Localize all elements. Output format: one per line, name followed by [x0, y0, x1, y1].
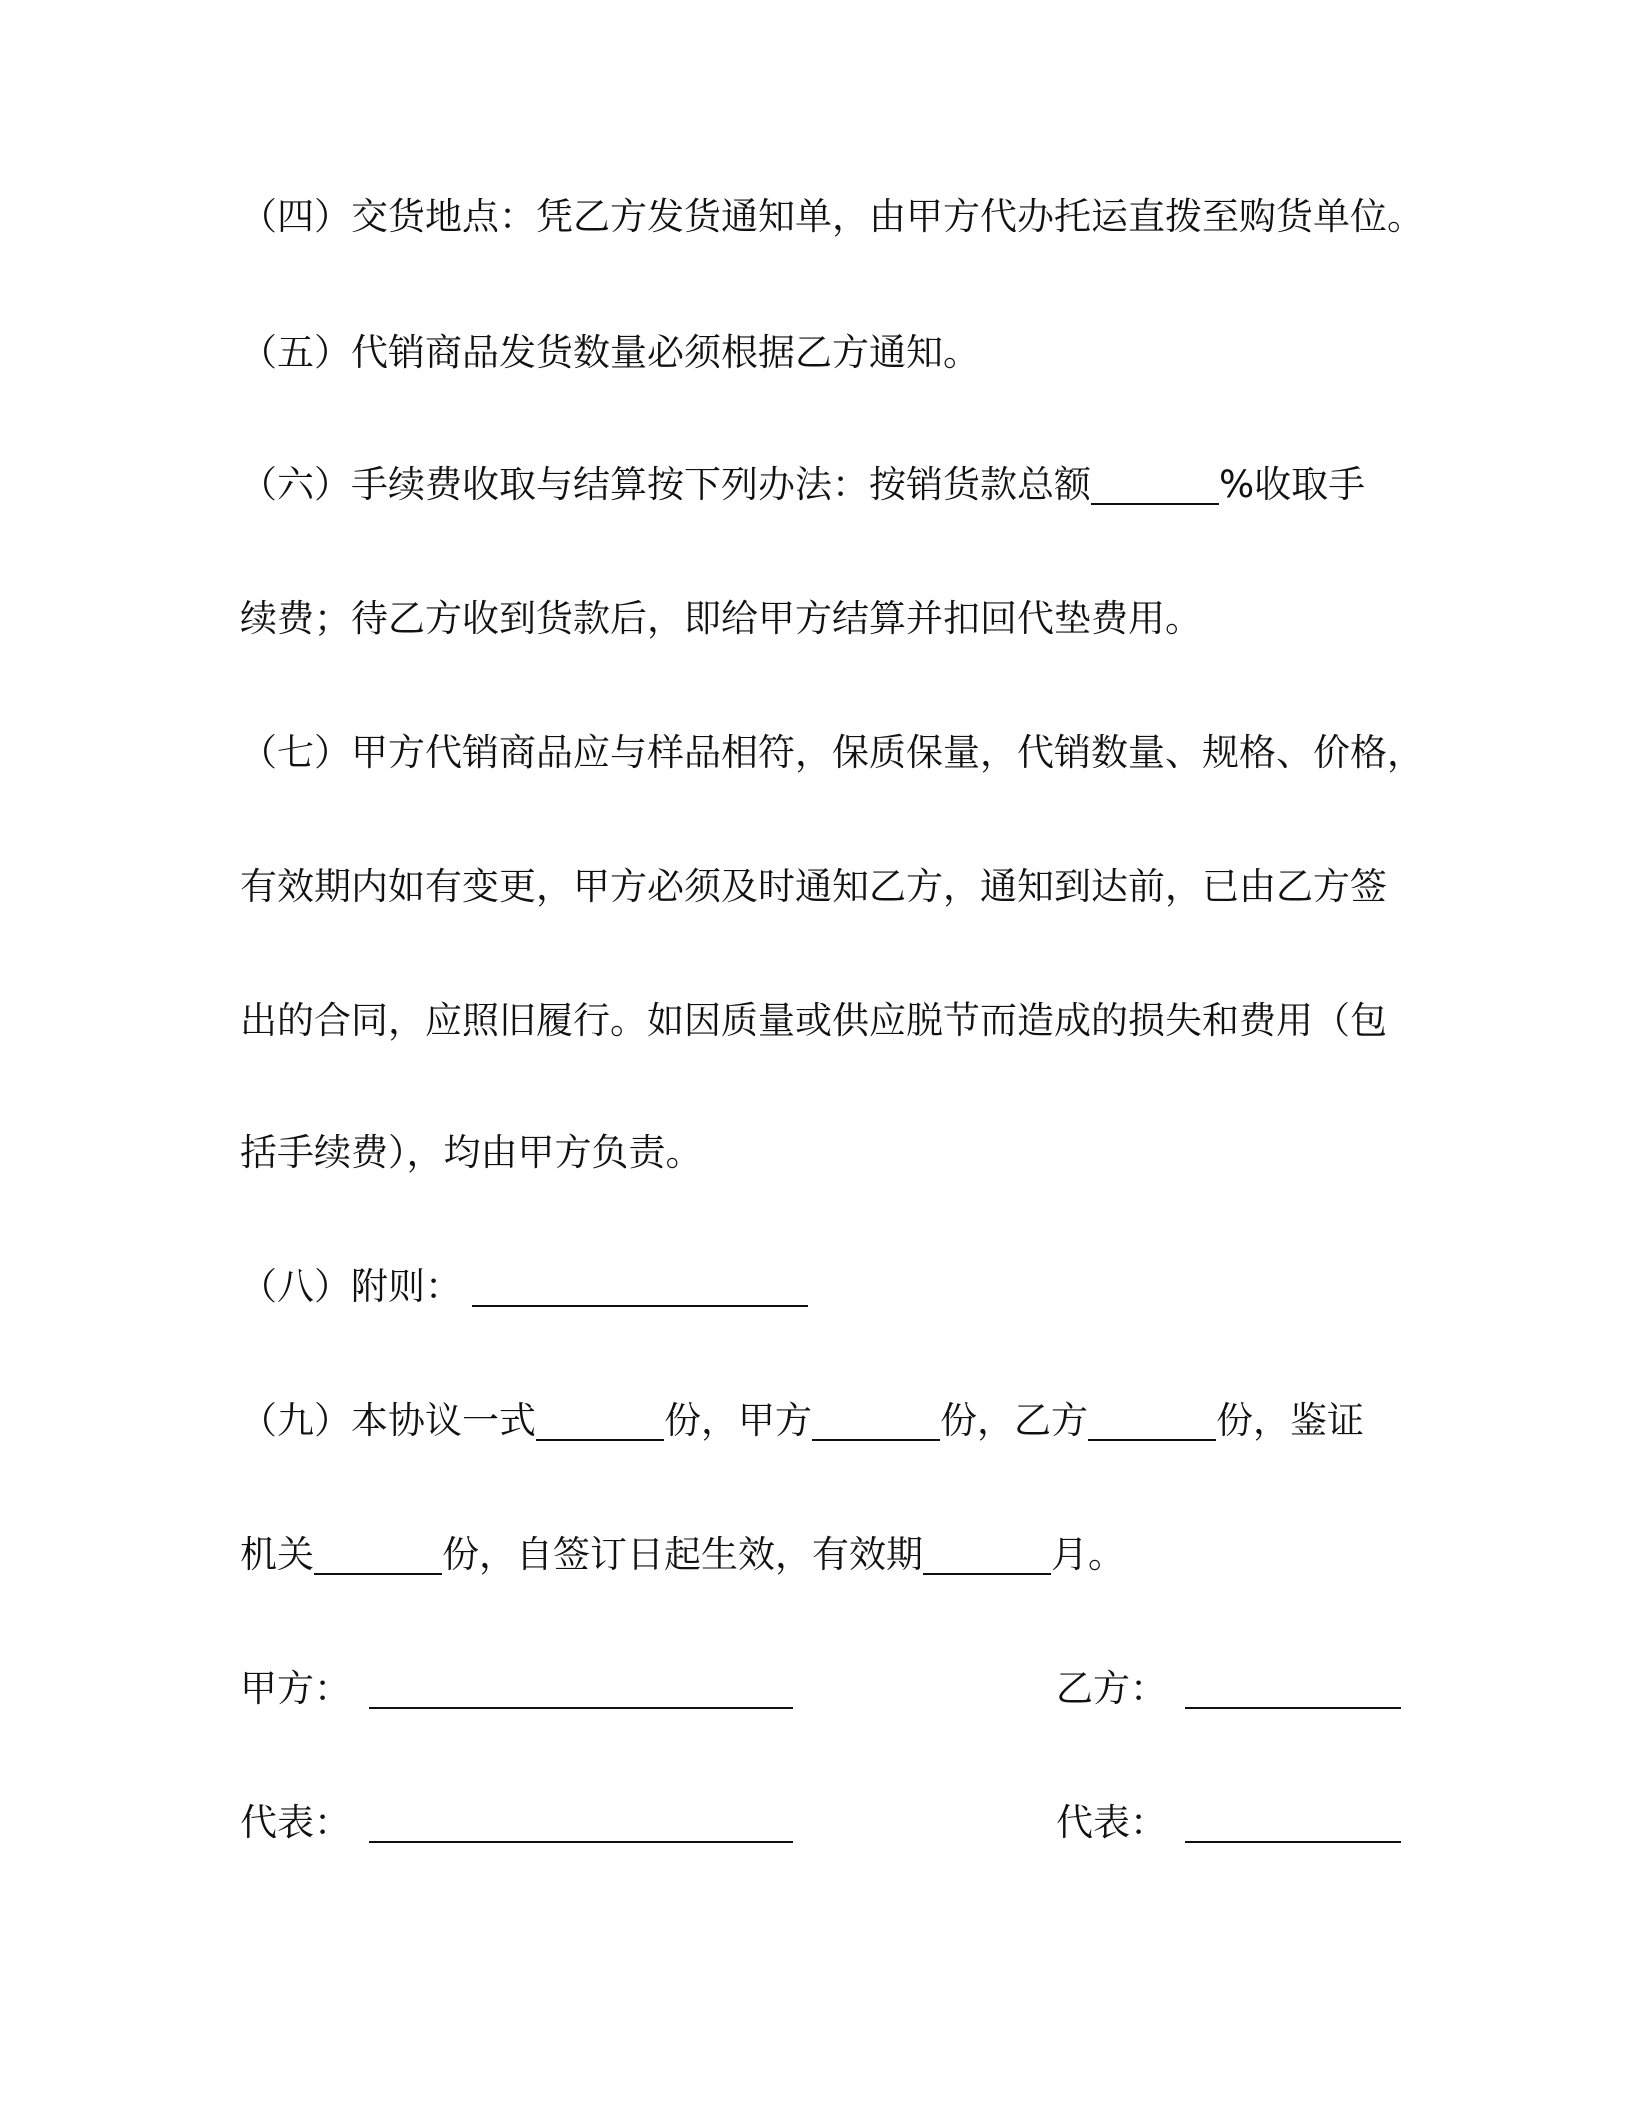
party-a-label: 甲方： — [240, 1667, 351, 1710]
clause-7-text-2: 有效期内如有变更，甲方必须及时通知乙方，通知到达前，已由乙方签 — [240, 865, 1387, 908]
clause-7-line-3 — [240, 996, 1390, 1046]
rep-a-label: 代表： — [240, 1801, 351, 1844]
clause-8 — [240, 1262, 1390, 1312]
clause-7-text-4: 括手续费），均由甲方负责。 — [240, 1131, 703, 1174]
clause-9-text-b: 份，甲方 — [664, 1399, 812, 1442]
authority-copies-blank[interactable] — [314, 1533, 442, 1575]
party-a-block — [240, 1664, 793, 1714]
clause-9-line-2 — [240, 1530, 1390, 1580]
clause-9-text-d: 份，鉴证 — [1216, 1399, 1364, 1442]
fee-percent-blank[interactable] — [1091, 463, 1219, 505]
clause-9-text-e: 机关 — [240, 1533, 314, 1576]
clause-7-text-3: 出的合同，应照旧履行。如因质量或供应脱节而造成的损失和费用（包 — [240, 999, 1387, 1042]
clause-8-text: （八）附则： — [240, 1265, 462, 1308]
clause-6-text-a: （六）手续费收取与结算按下列办法：按销货款总额 — [240, 463, 1091, 506]
rep-a-signature-blank[interactable] — [369, 1801, 793, 1843]
clause-6-line-1 — [240, 460, 1390, 510]
clause-6-line-2 — [240, 594, 1390, 644]
clause-7-text-1: （七）甲方代销商品应与样品相符，保质保量，代销数量、规格、价格， — [240, 731, 1424, 774]
supplementary-terms-blank[interactable] — [472, 1265, 808, 1307]
party-b-label: 乙方： — [1056, 1667, 1167, 1710]
clause-4-text: （四）交货地点：凭乙方发货通知单，由甲方代办托运直拨至购货单位。 — [240, 195, 1424, 238]
rep-b-label: 代表： — [1056, 1801, 1167, 1844]
clause-6-text-c: 续费；待乙方收到货款后，即给甲方结算并扣回代垫费用。 — [240, 597, 1202, 640]
clause-5-text: （五）代销商品发货数量必须根据乙方通知。 — [240, 331, 980, 374]
party-b-signature-blank[interactable] — [1185, 1667, 1401, 1709]
clause-5 — [240, 328, 1390, 378]
clause-7-line-1 — [240, 728, 1424, 778]
clause-6-text-b: %收取手 — [1219, 463, 1366, 506]
rep-b-signature-blank[interactable] — [1185, 1801, 1401, 1843]
clause-9-text-c: 份，乙方 — [940, 1399, 1088, 1442]
party-b-copies-blank[interactable] — [1088, 1399, 1216, 1441]
clause-7-line-2 — [240, 862, 1390, 912]
rep-a-block — [240, 1798, 793, 1848]
clause-9-text-a: （九）本协议一式 — [240, 1399, 536, 1442]
rep-b-block — [1056, 1798, 1401, 1848]
party-a-signature-blank[interactable] — [369, 1667, 793, 1709]
party-b-block — [1056, 1664, 1401, 1714]
clause-9-text-f: 份，自签订日起生效，有效期 — [442, 1533, 923, 1576]
clause-9-line-1 — [240, 1396, 1390, 1446]
validity-months-blank[interactable] — [923, 1533, 1051, 1575]
clause-7-line-4 — [240, 1128, 1390, 1178]
clause-9-text-g: 月。 — [1051, 1533, 1125, 1576]
signature-row-party — [240, 1664, 1390, 1714]
clause-4 — [240, 192, 1424, 242]
signature-row-representative — [240, 1798, 1390, 1848]
total-copies-blank[interactable] — [536, 1399, 664, 1441]
party-a-copies-blank[interactable] — [812, 1399, 940, 1441]
